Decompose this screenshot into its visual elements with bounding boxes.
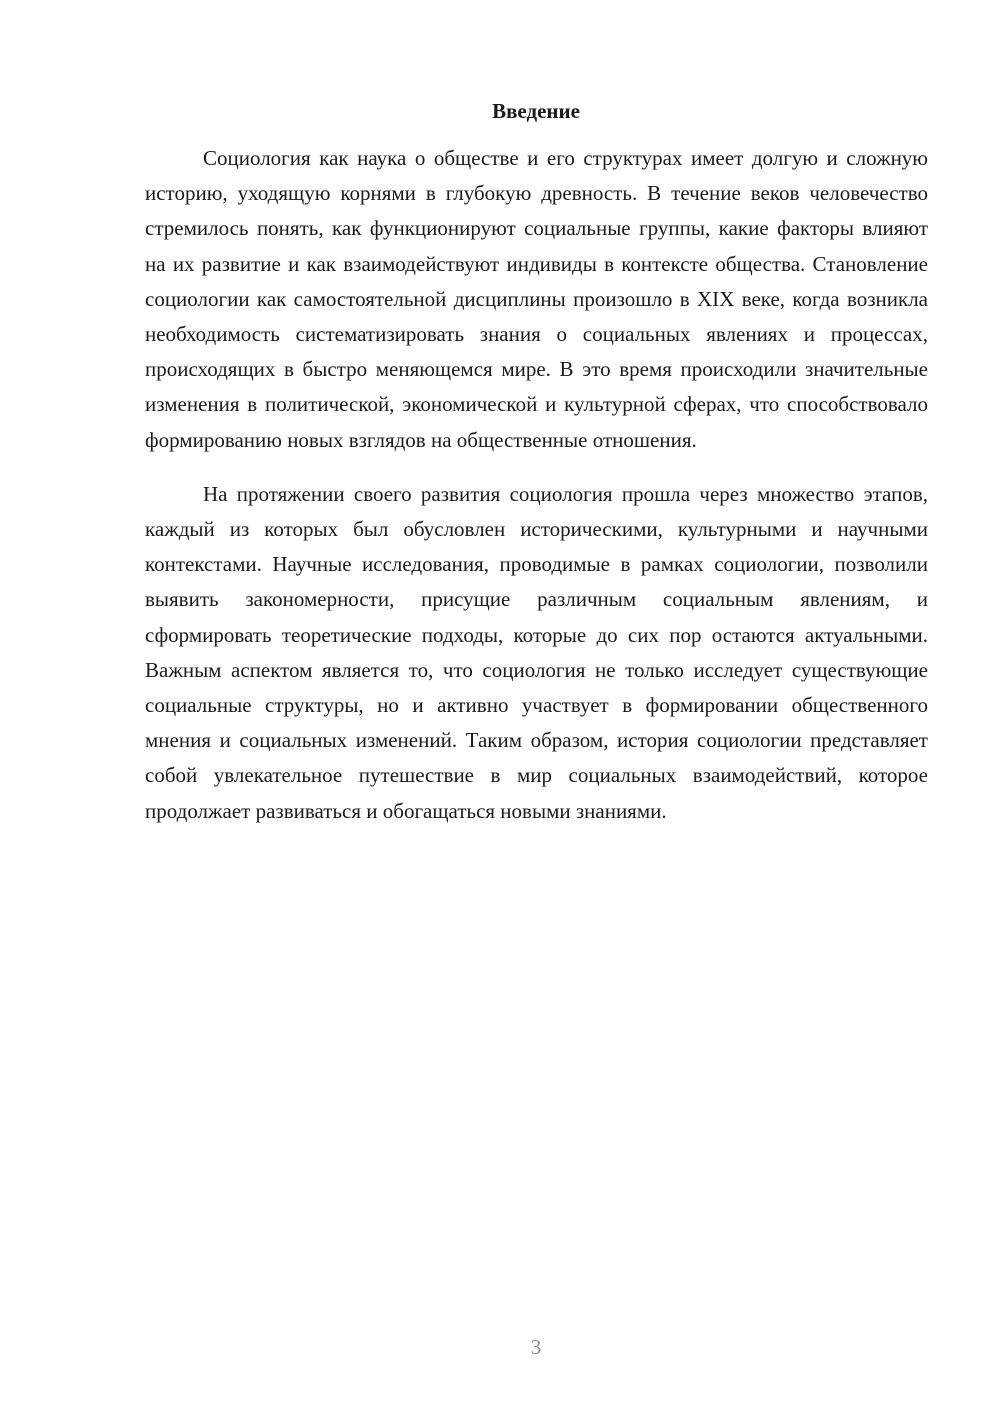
paragraph-1: Социология как наука о обществе и его структурах имеет долгую и сложную историю, уходящую корнями в глубокую древность. В течение веков человечество стремилось понять, как функционируют социальные группы, какие факторы влияют на их развитие и как взаимодействуют индивиды в контексте общества. Становление социологии как самостоятельной дисциплины произошло в XIX веке, когда возникла необходимость систематизировать знания о социальных явлениях и процессах, происходящих в быстро меняющемся мире. В это время происходили значительные изменения в политической, экономической и культурной сферах, что способствовало формированию новых взглядов на общественные отношения. [145, 146, 928, 452]
body-text [145, 141, 928, 829]
paragraph-2: На протяжении своего развития социология прошла через множество этапов, каждый из которых был обусловлен историческими, культурными и научными контекстами. Научные исследования, проводимые в рамках социологии, позволили выявить закономерности, присущие различным социальным явлениям, и сформировать теоретические подходы, которые до сих пор остаются актуальными. Важным аспектом является то, что социология не только исследует существующие социальные структуры, но и активно участвует в формировании общественного мнения и социальных изменений. Таким образом, история социологии представляет собой увлекательное путешествие в мир социальных взаимодействий, которое продолжает развиваться и обогащаться новыми знаниями. [145, 481, 928, 823]
page-title: Введение [492, 99, 580, 123]
page-number: 3 [530, 1335, 542, 1359]
